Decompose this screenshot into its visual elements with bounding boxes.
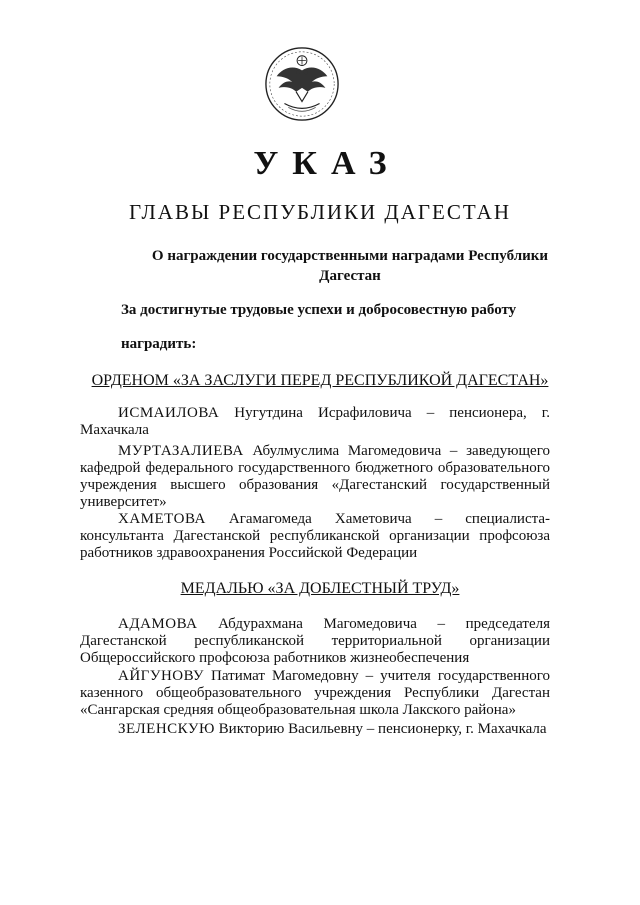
entry-surname: АДАМОВА: [118, 616, 198, 632]
entry-details: Агамагомеда Хаметовича – специалиста-консультанта Дагестанской республиканской организации профсоюза работников здравоохранения Российской Федерации: [80, 511, 551, 561]
decree-verb: наградить:: [121, 336, 197, 352]
entry-details: Патимат Магомедовну – учителя государственного казенного общеобразовательного учреждения Республики Дагестан «Сангарская средняя общеобразовательная школа Лакского района»: [80, 668, 551, 718]
entry-surname: ЗЕЛЕНСКУЮ: [118, 721, 215, 737]
entry-surname: АЙГУНОВУ: [118, 668, 205, 684]
award-entry: [80, 616, 550, 667]
entry-surname: ХАМЕТОВА: [118, 511, 206, 527]
award-entry: [80, 721, 550, 738]
award-entry: [80, 668, 550, 719]
entry-surname: МУРТАЗАЛИЕВА: [118, 443, 244, 459]
coat-of-arms-icon: [263, 45, 341, 123]
award-entry: [80, 405, 550, 439]
entry-details: Викторию Васильевну – пенсионерку, г. Махачкала: [218, 721, 547, 737]
decree-reason: За достигнутые трудовые успехи и добросовестную работу: [121, 302, 517, 318]
decree-subtitle: ГЛАВЫ РЕСПУБЛИКИ ДАГЕСТАН: [128, 200, 512, 224]
decree-title: УКАЗ: [253, 145, 401, 182]
award-entry: [80, 511, 550, 562]
entry-details: Нугутдина Исрафиловича – пенсионера, г. Махачкала: [80, 405, 550, 438]
section-heading: МЕДАЛЬЮ «ЗА ДОБЛЕСТНЫЙ ТРУД»: [180, 580, 460, 597]
entry-surname: ИСМАИЛОВА: [118, 405, 220, 421]
entry-details: Абдурахмана Магомедовича – председателя Дагестанской республиканской территориальной организации Общероссийского профсоюза работников жизнеобеспечения: [80, 616, 550, 666]
section-heading: ОРДЕНОМ «ЗА ЗАСЛУГИ ПЕРЕД РЕСПУБЛИКОЙ ДАГЕСТАН»: [91, 372, 549, 389]
decree-topic: О награждении государственными наградами Республики Дагестан: [151, 248, 549, 284]
entry-details: Абулмуслима Магомедовича – заведующего кафедрой федерального государственного бюджетного образовательного учреждения высшего образования «Дагестанский государственный университет»: [80, 443, 550, 510]
award-entry: [80, 443, 550, 511]
